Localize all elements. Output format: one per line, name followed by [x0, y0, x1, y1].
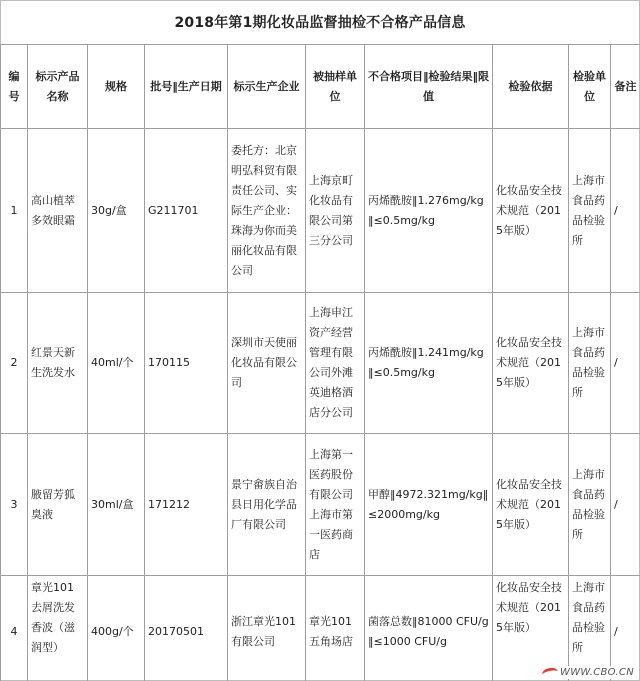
cell-lab: 上海市食品药品检验所: [569, 293, 611, 434]
cell-manufacturer: 深圳市天使丽化妆品有限公司: [228, 293, 306, 434]
logo-swoosh-icon: [541, 666, 559, 679]
cell-no: 2: [1, 293, 28, 434]
table-row: [1, 293, 640, 434]
cell-spec: 30g/盒: [88, 129, 145, 293]
results-table: [0, 44, 640, 681]
cell-item: 甲醇‖4972.321mg/kg‖≤2000mg/kg: [365, 434, 493, 576]
cell-basis: 化妆品安全技术规范（2015年版）: [493, 293, 569, 434]
cell-basis: 化妆品安全技术规范（2015年版）: [493, 576, 569, 681]
header-basis: 检验依据: [493, 45, 569, 129]
cell-name: 章光101去屑洗发香波（滋润型）: [28, 576, 88, 681]
cell-sampled-unit: 上海第一医药股份有限公司上海市第一医药商店: [306, 434, 365, 576]
cell-no: 4: [1, 576, 28, 681]
header-item: 不合格项目‖检验结果‖限值: [365, 45, 493, 129]
header-manufacturer: 标示生产企业: [228, 45, 306, 129]
cell-name: 红景天新生洗发水: [28, 293, 88, 434]
cell-manufacturer: 委托方：北京明弘科贸有限责任公司、实际生产企业：珠海为你而美丽化妆品有限公司: [228, 129, 306, 293]
table-row: [1, 129, 640, 293]
watermark-text: WWW.CBO.CN: [560, 667, 634, 678]
cell-batch: 20170501: [145, 576, 228, 681]
cell-item: 菌落总数‖81000 CFU/g‖≤1000 CFU/g: [365, 576, 493, 681]
cell-spec: 40ml/个: [88, 293, 145, 434]
cell-remark: /: [611, 129, 640, 293]
header-name: 标示产品名称: [28, 45, 88, 129]
cell-basis: 化妆品安全技术规范（2015年版）: [493, 129, 569, 293]
cell-sampled-unit: 章光101五角场店: [306, 576, 365, 681]
cell-remark: /: [611, 576, 640, 681]
cell-batch: G211701: [145, 129, 228, 293]
cell-batch: 170115: [145, 293, 228, 434]
cell-spec: 400g/个: [88, 576, 145, 681]
cell-no: 3: [1, 434, 28, 576]
page-title: 2018年第1期化妆品监督抽检不合格产品信息: [174, 15, 466, 31]
cell-sampled-unit: 上海申江资产经营管理有限公司外滩英迪格酒店分公司: [306, 293, 365, 434]
cell-lab: 上海市食品药品检验所: [569, 434, 611, 576]
header-spec: 规格: [88, 45, 145, 129]
cell-lab: 上海市食品药品检验所: [569, 576, 611, 681]
cell-item: 丙烯酰胺‖1.241mg/kg‖≤0.5mg/kg: [365, 293, 493, 434]
cell-remark: /: [611, 293, 640, 434]
cell-basis: 化妆品安全技术规范（2015年版）: [493, 434, 569, 576]
cell-batch: 171212: [145, 434, 228, 576]
site-watermark: [540, 666, 638, 679]
cell-remark: /: [611, 434, 640, 576]
header-batch: 批号‖生产日期: [145, 45, 228, 129]
cell-lab: 上海市食品药品检验所: [569, 129, 611, 293]
table-row: [1, 434, 640, 576]
header-lab: 检验单位: [569, 45, 611, 129]
header-sampled-unit: 被抽样单位: [306, 45, 365, 129]
cell-name: 腋留芳狐臭液: [28, 434, 88, 576]
cell-no: 1: [1, 129, 28, 293]
cell-name: 高山植萃多效眼霜: [28, 129, 88, 293]
header-remark: 备注: [611, 45, 640, 129]
cell-manufacturer: 浙江章光101有限公司: [228, 576, 306, 681]
cell-manufacturer: 景宁畲族自治县日用化学品厂有限公司: [228, 434, 306, 576]
header-row: [1, 45, 640, 129]
cell-sampled-unit: 上海京町化妆品有限公司第三分公司: [306, 129, 365, 293]
cell-spec: 30ml/盒: [88, 434, 145, 576]
cell-item: 丙烯酰胺‖1.276mg/kg‖≤0.5mg/kg: [365, 129, 493, 293]
header-no: 编号: [1, 45, 28, 129]
